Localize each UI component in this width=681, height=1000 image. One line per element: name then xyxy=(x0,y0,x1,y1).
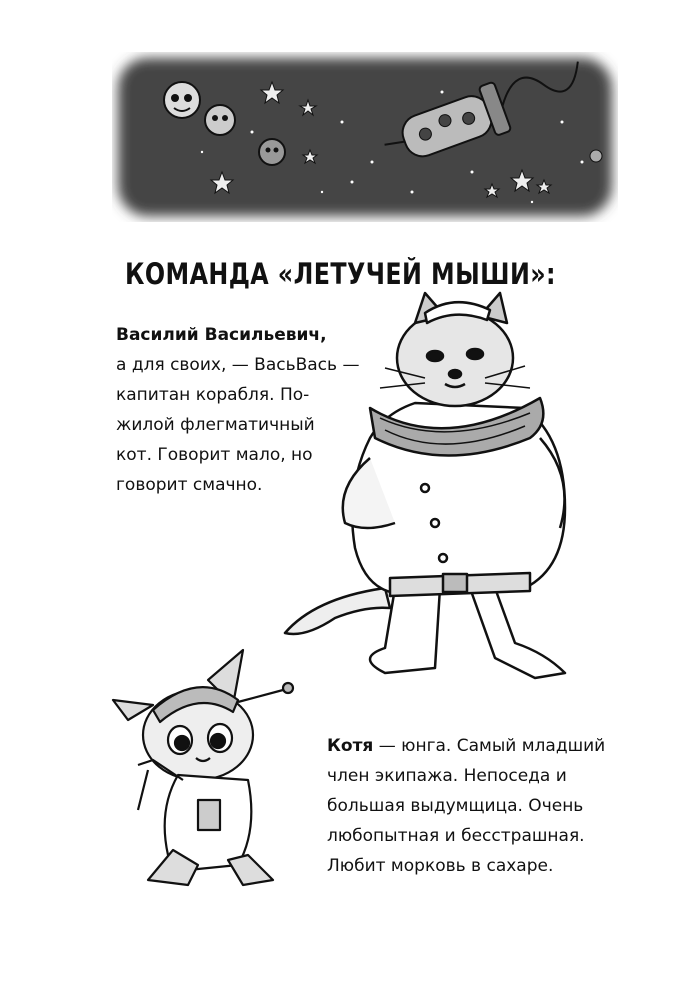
kitten-description xyxy=(327,731,627,881)
captain-line: говорит смачно. xyxy=(116,475,263,495)
captain-line: жилой флегматичный xyxy=(116,415,315,435)
space-banner-illustration xyxy=(112,52,618,222)
captain-name: Василий Васильевич, xyxy=(116,325,327,345)
kitten-line: Любит морковь в сахаре. xyxy=(327,856,554,876)
captain-line: капитан корабля. По- xyxy=(116,385,310,405)
captain-description xyxy=(116,320,376,500)
kitten-first-line-rest: — юнга. Самый младший xyxy=(373,736,606,756)
captain-line: а для своих, — ВасьВась — xyxy=(116,355,360,375)
captain-line: кот. Говорит мало, но xyxy=(116,445,313,465)
page-title: КОМАНДА «ЛЕТУЧЕЙ МЫШИ»: xyxy=(125,257,556,292)
kitten-name: Котя xyxy=(327,736,374,756)
kitten-line: большая выдумщица. Очень xyxy=(327,796,584,816)
kitten-first-line xyxy=(327,731,627,761)
kitten-illustration xyxy=(108,640,308,890)
kitten-line: любопытная и бесстрашная. xyxy=(327,826,585,846)
kitten-line: член экипажа. Непоседа и xyxy=(327,766,567,786)
